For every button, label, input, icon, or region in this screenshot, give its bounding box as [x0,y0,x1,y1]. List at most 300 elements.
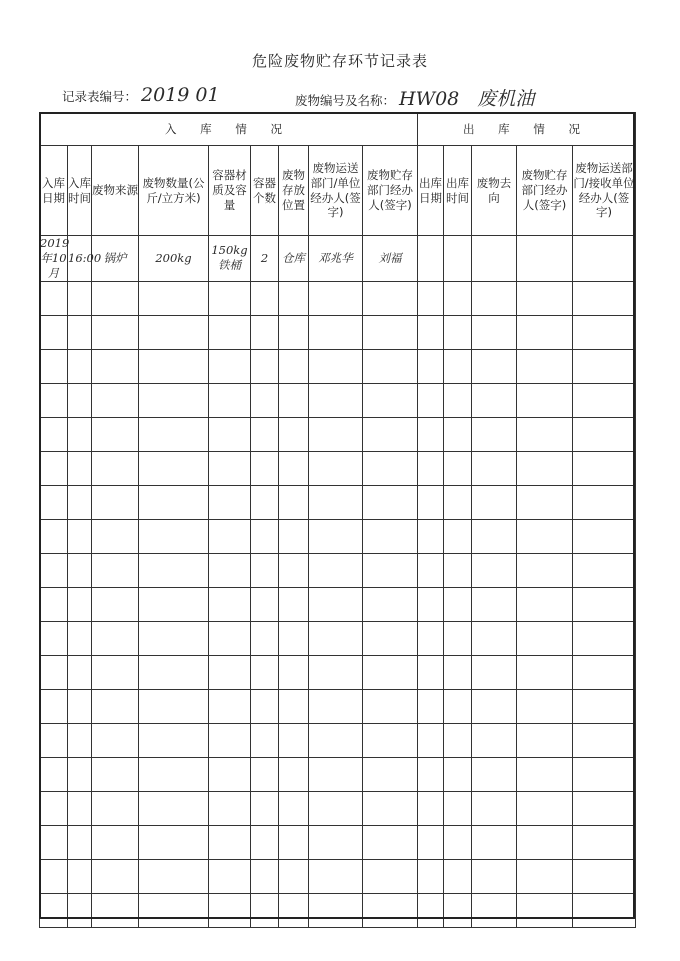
table-cell [92,757,139,791]
table-cell [418,859,444,893]
section-header-row [40,113,636,146]
table-cell [251,825,279,859]
table-cell [309,281,363,315]
out-section-header: 出 库 情 况 [418,113,636,146]
table-cell [279,757,309,791]
table-row [40,893,636,927]
table-cell [251,791,279,825]
table-cell [139,825,209,859]
col-transport-person: 废物运送部门/单位经办人(签字) [309,146,363,236]
table-cell [40,825,68,859]
table-cell [309,485,363,519]
table-row [40,519,636,553]
table-cell [92,417,139,451]
cell-out-storage-person [517,236,573,282]
table-cell [444,383,472,417]
cell-location: 仓库 [279,236,309,282]
table-cell [279,791,309,825]
table-cell [209,519,251,553]
table-cell [472,349,517,383]
table-cell [444,859,472,893]
table-cell [444,315,472,349]
table-cell [209,451,251,485]
table-cell [472,485,517,519]
table-cell [573,689,636,723]
table-cell [251,485,279,519]
cell-out-date [418,236,444,282]
table-cell [363,485,418,519]
table-cell [68,553,92,587]
table-cell [209,723,251,757]
table-cell [309,451,363,485]
table-row [40,587,636,621]
table-cell [444,621,472,655]
table-cell [92,349,139,383]
table-cell [40,417,68,451]
table-cell [309,859,363,893]
table-cell [68,825,92,859]
table-row [40,723,636,757]
table-cell [139,383,209,417]
table-cell [517,281,573,315]
table-cell [92,553,139,587]
table-cell [251,315,279,349]
table-cell [363,349,418,383]
table-cell [363,893,418,927]
table-cell [209,621,251,655]
cell-in-date: 2019年10月 [40,236,70,280]
table-cell [418,825,444,859]
table-cell [573,519,636,553]
table-cell [209,757,251,791]
table-cell [92,859,139,893]
table-cell [279,485,309,519]
table-cell [68,621,92,655]
table-cell [418,349,444,383]
table-cell [363,519,418,553]
table-cell [40,519,68,553]
table-cell [68,349,92,383]
table-cell [363,281,418,315]
table-cell [251,689,279,723]
table-cell [92,655,139,689]
table-cell [68,893,92,927]
table-cell [573,383,636,417]
table-cell [309,757,363,791]
table-cell [444,281,472,315]
table-cell [517,349,573,383]
table-row [40,485,636,519]
table-cell [209,383,251,417]
table-cell [309,349,363,383]
table-cell [363,451,418,485]
col-destination: 废物去向 [472,146,517,236]
table-cell [472,315,517,349]
table-cell [251,893,279,927]
table-cell [279,349,309,383]
table-cell [40,859,68,893]
table-cell [309,417,363,451]
table-cell [517,689,573,723]
table-cell [472,553,517,587]
table-cell [309,621,363,655]
table-cell [279,893,309,927]
table-cell [444,757,472,791]
table-cell [139,757,209,791]
table-row [40,349,636,383]
table-cell [209,281,251,315]
table-row [40,236,636,282]
table-cell [251,281,279,315]
table-cell [40,485,68,519]
table-cell [472,281,517,315]
in-section-header: 入 库 情 况 [40,113,418,146]
table-cell [279,723,309,757]
table-cell [517,315,573,349]
table-cell [139,281,209,315]
table-cell [209,587,251,621]
col-container-count: 容器个数 [251,146,279,236]
table-cell [573,417,636,451]
table-cell [40,281,68,315]
table-cell [517,825,573,859]
table-cell [68,417,92,451]
table-cell [444,893,472,927]
cell-storage-person: 刘福 [363,236,418,282]
table-cell [472,621,517,655]
waste-code [295,84,534,111]
col-container: 容器材质及容量 [209,146,251,236]
table-cell [251,349,279,383]
table-cell [309,723,363,757]
table-cell [68,723,92,757]
table-cell [40,315,68,349]
table-cell [309,893,363,927]
table-cell [279,315,309,349]
table-cell [279,621,309,655]
table-cell [573,859,636,893]
record-number-value: 2019 01 [141,84,220,106]
table-cell [251,383,279,417]
table-cell [472,893,517,927]
col-out-date: 出库日期 [418,146,444,236]
table-cell [68,519,92,553]
table-cell [251,757,279,791]
table-cell [68,281,92,315]
table-cell [517,757,573,791]
table-cell [92,315,139,349]
table-cell [444,417,472,451]
table-cell [309,791,363,825]
table-cell [444,655,472,689]
table-cell [209,825,251,859]
table-cell [279,587,309,621]
table-cell [472,791,517,825]
table-cell [472,519,517,553]
cell-destination [472,236,517,282]
col-out-time: 出库时间 [444,146,472,236]
table-cell [573,825,636,859]
table-cell [279,281,309,315]
table-cell [444,451,472,485]
table-cell [472,587,517,621]
table-row [40,689,636,723]
table-cell [279,451,309,485]
table-cell [279,655,309,689]
table-cell [40,655,68,689]
table-cell [573,791,636,825]
table-cell [573,485,636,519]
table-cell [139,859,209,893]
table-cell [309,587,363,621]
table-cell [363,315,418,349]
table-cell [363,655,418,689]
table-cell [209,349,251,383]
table-cell [363,383,418,417]
table-cell [517,859,573,893]
table-cell [139,723,209,757]
table-cell [279,417,309,451]
table-cell [279,859,309,893]
table-cell [517,417,573,451]
table-cell [517,383,573,417]
table-cell [92,485,139,519]
table-cell [363,791,418,825]
table-cell [573,553,636,587]
table-cell [68,859,92,893]
table-cell [251,587,279,621]
table-cell [40,757,68,791]
table-cell [418,281,444,315]
table-cell [309,383,363,417]
table-cell [68,485,92,519]
table-cell [418,757,444,791]
table-cell [251,655,279,689]
table-cell [472,825,517,859]
table-cell [209,893,251,927]
table-cell [209,553,251,587]
table-cell [363,825,418,859]
cell-container-count: 2 [251,236,279,282]
cell-in-time: 16:00 [68,236,92,282]
table-cell [363,723,418,757]
table-cell [309,553,363,587]
table-cell [139,587,209,621]
table-cell [418,485,444,519]
table-cell [251,553,279,587]
table-cell [517,553,573,587]
table-cell [139,451,209,485]
table-cell [209,417,251,451]
table-cell [363,587,418,621]
table-cell [68,315,92,349]
table-cell [279,519,309,553]
table-row [40,791,636,825]
table-cell [40,587,68,621]
col-out-storage-person: 废物贮存部门经办人(签字) [517,146,573,236]
table-cell [573,621,636,655]
table-cell [573,281,636,315]
table-cell [139,621,209,655]
table-cell [573,349,636,383]
table-cell [92,893,139,927]
table-cell [209,791,251,825]
blank-rows [40,281,636,927]
table-cell [517,791,573,825]
table-cell [418,519,444,553]
table-cell [309,315,363,349]
table-cell [40,451,68,485]
table-cell [139,519,209,553]
table-cell [472,757,517,791]
column-header-row [40,146,636,236]
table-cell [40,383,68,417]
table-cell [363,417,418,451]
col-source: 废物来源 [92,146,139,236]
table-cell [444,689,472,723]
table-cell [573,655,636,689]
table-cell [573,723,636,757]
table-cell [517,723,573,757]
table-cell [573,451,636,485]
table-cell [444,349,472,383]
table-row [40,315,636,349]
table-cell [309,519,363,553]
table-cell [139,655,209,689]
table-cell [92,587,139,621]
table-cell [209,315,251,349]
table-cell [418,655,444,689]
table-cell [40,791,68,825]
table-cell [40,621,68,655]
table-row [40,451,636,485]
table-cell [40,893,68,927]
record-number-label: 记录表编号： [62,89,138,104]
table-cell [472,417,517,451]
table-cell [472,723,517,757]
waste-code-value: HW08 [399,88,460,110]
table-cell [209,655,251,689]
waste-name-value: 废机油 [477,88,535,110]
table-cell [363,553,418,587]
table-row [40,621,636,655]
col-storage-person: 废物贮存部门经办人(签字) [363,146,418,236]
col-in-date: 入库日期 [40,146,68,236]
cell-source: 锅炉 [92,236,139,282]
table-row [40,281,636,315]
table-cell [279,553,309,587]
table-cell [418,689,444,723]
table-cell [573,587,636,621]
table-row [40,825,636,859]
table-cell [363,859,418,893]
table-row [40,417,636,451]
table-cell [444,519,472,553]
table-cell [40,553,68,587]
table-cell [418,791,444,825]
table-cell [251,451,279,485]
table-cell [472,655,517,689]
table-cell [517,621,573,655]
table-cell [363,621,418,655]
col-location: 废物存放位置 [279,146,309,236]
table-cell [40,349,68,383]
table-row [40,383,636,417]
table-cell [444,791,472,825]
cell-receiver [573,236,636,282]
table-cell [251,417,279,451]
table-cell [418,587,444,621]
col-in-time: 入库时间 [68,146,92,236]
table-cell [92,281,139,315]
table-cell [573,315,636,349]
table-cell [573,893,636,927]
waste-code-label: 废物编号及名称： [295,93,396,108]
table-cell [68,689,92,723]
table-cell [92,621,139,655]
table-cell [444,485,472,519]
table-cell [68,451,92,485]
table-cell [139,485,209,519]
table-cell [418,315,444,349]
cell-container: 150kg铁桶 [209,236,251,282]
table-cell [139,893,209,927]
table-cell [279,383,309,417]
table-cell [444,723,472,757]
table-cell [309,655,363,689]
table-cell [92,519,139,553]
cell-transport-person: 邓兆华 [309,236,363,282]
table-cell [444,587,472,621]
table-cell [363,689,418,723]
table-cell [40,723,68,757]
table-cell [139,315,209,349]
table-cell [251,621,279,655]
table-cell [139,553,209,587]
table-cell [92,383,139,417]
table-row [40,859,636,893]
table-cell [139,791,209,825]
table-cell [251,723,279,757]
table-cell [517,519,573,553]
table-cell [68,655,92,689]
table-cell [418,723,444,757]
table-cell [363,757,418,791]
table-cell [209,859,251,893]
record-table [39,112,636,928]
table-cell [418,451,444,485]
table-cell [139,689,209,723]
table-cell [251,859,279,893]
table-cell [40,689,68,723]
table-cell [209,689,251,723]
col-quantity: 废物数量(公斤/立方米) [139,146,209,236]
table-cell [472,689,517,723]
table-cell [309,689,363,723]
table-cell [92,689,139,723]
table-cell [472,451,517,485]
table-cell [444,553,472,587]
table-cell [68,383,92,417]
table-cell [68,587,92,621]
table-cell [92,791,139,825]
table-cell [309,825,363,859]
table-cell [251,519,279,553]
table-cell [573,757,636,791]
table-cell [279,689,309,723]
table-cell [517,485,573,519]
table-cell [68,791,92,825]
